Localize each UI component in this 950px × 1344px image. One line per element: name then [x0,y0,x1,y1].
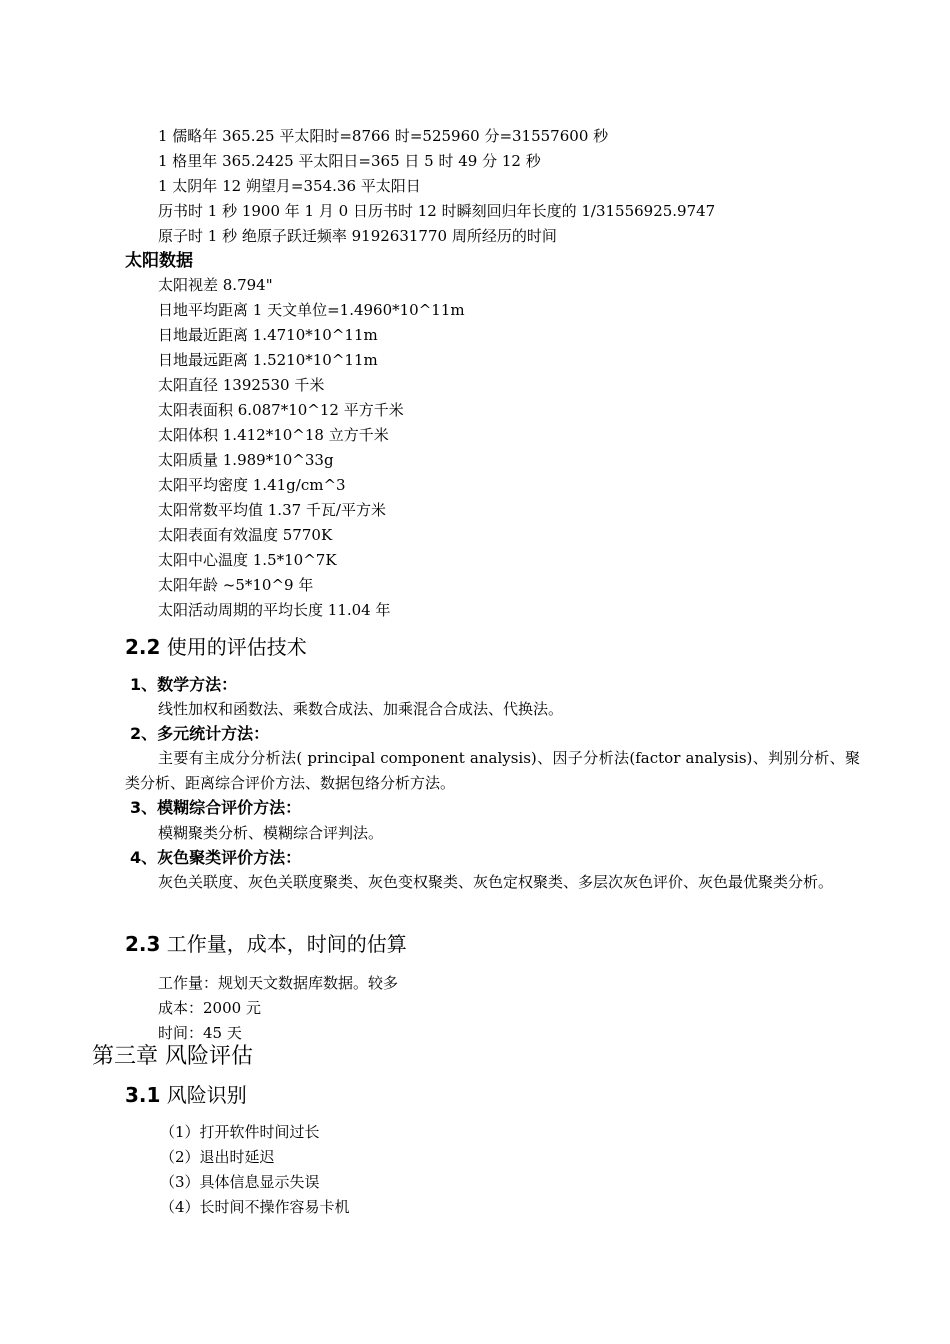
time-unit-line: 1 儒略年 365.25 平太阳时=8766 时=525960 分=31557600 秒 [158,127,609,145]
method-title: 4、灰色聚类评价方法： [130,848,302,867]
sun-data-line: 日地最近距离 1.4710*10^11m [158,326,378,344]
risk-item: （2）退出时延迟 [160,1148,275,1166]
sun-data-line: 太阳中心温度 1.5*10^7K [158,551,337,569]
section-title: 使用的评估技术 [166,635,307,659]
method-title: 1、数学方法： [130,675,238,694]
section-heading-3-1 [125,1082,247,1108]
estimate-line: 成本：2000 元 [158,999,261,1017]
method-text: 线性加权和函数法、乘数合成法、加乘混合合成法、代换法。 [158,700,564,718]
sun-data-line: 太阳视差 8.794" [158,276,273,294]
chapter-heading: 第三章 风险评估 [92,1044,253,1069]
section-heading-2-3 [125,931,407,957]
section-title: 风险识别 [166,1083,247,1107]
sun-data-line: 太阳体积 1.412*10^18 立方千米 [158,426,389,444]
time-unit-line: 历书时 1 秒 1900 年 1 月 0 日历书时 12 时瞬刻回归年长度的 1/31556925.9747 [158,202,716,220]
section-number: 3.1 [125,1083,161,1107]
time-unit-line: 原子时 1 秒 绝原子跃迁频率 9192631770 周所经历的时间 [158,227,557,245]
sun-data-line: 太阳质量 1.989*10^33g [158,451,334,469]
sun-data-line: 日地平均距离 1 天文单位=1.4960*10^11m [158,301,465,319]
method-text: 主要有主成分分析法( principal component analysis)、因子分析法(factor analysis)、判别分析、聚类分析、距离综合评价方法、数据包络分析方法。 [125,749,860,792]
sun-data-line: 太阳年龄 ~5*10^9 年 [158,576,314,594]
method-title: 3、模糊综合评价方法： [130,798,302,817]
sun-data-line: 太阳表面积 6.087*10^12 平方千米 [158,401,404,419]
sun-data-line: 太阳常数平均值 1.37 千瓦/平方米 [158,501,386,519]
sun-data-line: 太阳直径 1392530 千米 [158,376,325,394]
section-number: 2.3 [125,932,161,956]
method-text: 模糊聚类分析、模糊综合评判法。 [158,824,384,842]
risk-item: （4）长时间不操作容易卡机 [160,1198,350,1216]
sun-data-line: 太阳表面有效温度 5770K [158,526,333,544]
sun-data-line: 太阳平均密度 1.41g/cm^3 [158,476,346,494]
method-text: 灰色关联度、灰色关联度聚类、灰色变权聚类、灰色定权聚类、多层次灰色评价、灰色最优聚类分析。 [158,873,834,891]
time-unit-line: 1 太阴年 12 朔望月=354.36 平太阳日 [158,177,421,195]
sun-data-line: 日地最远距离 1.5210*10^11m [158,351,378,369]
time-unit-line: 1 格里年 365.2425 平太阳日=365 日 5 时 49 分 12 秒 [158,152,541,170]
sun-data-line: 太阳活动周期的平均长度 11.04 年 [158,601,391,619]
section-heading-2-2 [125,634,307,660]
risk-item: （1）打开软件时间过长 [160,1123,320,1141]
estimate-line: 工作量：规划天文数据库数据。较多 [158,974,399,992]
section-number: 2.2 [125,635,161,659]
estimate-line: 时间：45 天 [158,1024,242,1042]
section-title: 工作量，成本，时间的估算 [166,932,407,956]
method-title: 2、多元统计方法： [130,724,270,743]
risk-item: （3）具体信息显示失误 [160,1173,320,1191]
sun-data-heading: 太阳数据 [125,251,193,271]
